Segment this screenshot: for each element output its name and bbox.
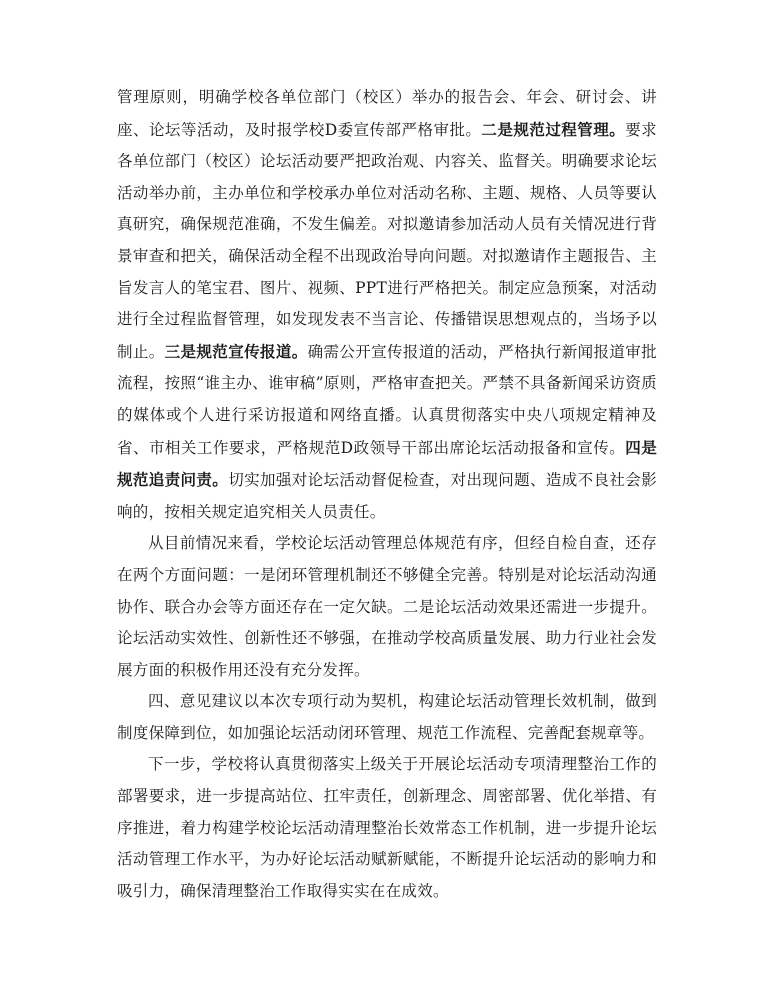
- bold-heading-publicity-reporting: 三是规范宣传报道。: [164, 341, 308, 361]
- paragraph-current-situation: [117, 528, 657, 686]
- text-run: 管理原则，明确学校各单位部门（校区）举办的报告会、年会、研讨会、讲座、论坛等活动，及时报学校D委宣传部严格审批。: [117, 88, 657, 139]
- document-page: [117, 82, 657, 907]
- paragraph-next-steps: [117, 749, 657, 907]
- text-run: 要求各单位部门（校区）论坛活动要严把政治观、内容关、监督关。明确要求论坛活动举办前，主办单位和学校承办单位对活动名称、主题、规格、人员等要认真研究，确保规范准确，不发生偏差。对拟邀请参加活动人员有关情况进行背景审查和把关，确保活动全程不出现政治导向问题。对拟邀请作主题报告、主旨发言人的笔宝君、图片、视频、PPT进行严格把关。制定应急预案，对活动进行全过程监督管理，如发现发表不当言论、传播错误思想观点的，当场予以制止。: [117, 120, 657, 361]
- text-run: 确需公开宣传报道的活动，严格执行新闻报道审批流程，按照“谁主办、谁审稿”原则，严格审查把关。严禁不具备新闻采访资质的媒体或个人进行采访报道和网络直播。认真贯彻落实中央八项规定精神及省、市相关工作要求，严格规范D政领导干部出席论坛活动报备和宣传。: [117, 342, 657, 457]
- bold-heading-accountability: 四是规范追责问责。: [117, 437, 657, 490]
- text-run: 四、意见建议以本次专项行动为契机，构建论坛活动管理长效机制，做到制度保障到位，如加强论坛活动闭环管理、规范工作流程、完善配套规章等。: [117, 692, 657, 742]
- paragraph-suggestions: [117, 686, 657, 749]
- text-run: 从目前情况来看，学校论坛活动管理总体规范有序，但经自检自查，还存在两个方面问题：一是闭环管理机制还不够健全完善。特别是对论坛活动沟通协作、联合办会等方面还存在一定欠缺。二是论坛活动效果还需进一步提升。论坛活动实效性、创新性还不够强，在推动学校高质量发展、助力行业社会发展方面的积极作用还没有充分发挥。: [117, 534, 657, 679]
- paragraph-process-management: [117, 82, 657, 528]
- bold-heading-process-management: 二是规范过程管理。: [481, 119, 626, 139]
- text-run: 下一步，学校将认真贯彻落实上级关于开展论坛活动专项清理整治工作的部署要求，进一步提高站位、扛牢责任，创新理念、周密部署、优化举措、有序推进，着力构建学校论坛活动清理整治长效常态工作机制，进一步提升论坛活动管理工作水平，为办好论坛活动赋新赋能，不断提升论坛活动的影响力和吸引力，确保清理整治工作取得实实在在成效。: [117, 755, 657, 900]
- text-run: 切实加强对论坛活动督促检查，对出现问题、造成不良社会影响的，按相关规定追究相关人员责任。: [117, 471, 657, 521]
